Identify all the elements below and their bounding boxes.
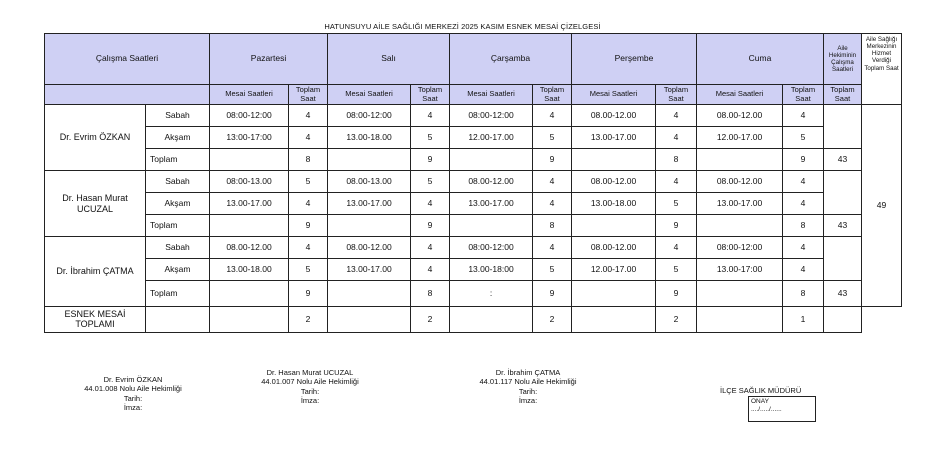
table-row <box>45 193 902 215</box>
time-range-cell: 08:00-12:00 <box>328 105 411 127</box>
time-range-cell: 08:00-12:00 <box>450 237 533 259</box>
document-title: HATUNSUYU AİLE SAĞLIĞI MERKEZİ 2025 KASIM ESNEK MESAİ ÇİZELGESİ <box>324 22 601 31</box>
signature-name: Dr. Hasan Murat UCUZAL <box>266 368 354 377</box>
time-range-cell <box>450 215 533 237</box>
table-row <box>45 105 902 127</box>
header-day-tuesday: Salı <box>328 34 450 85</box>
time-range-cell <box>328 281 411 307</box>
row-label-cell: Toplam <box>146 149 210 171</box>
hours-cell: 5 <box>533 127 572 149</box>
hours-cell: 4 <box>533 237 572 259</box>
signature-unit: 44.01.117 Nolu Aile Hekimliği <box>479 377 577 387</box>
subheader-toplam-saat: Toplam Saat <box>411 85 450 105</box>
weekly-total-cell: 43 <box>824 281 862 307</box>
time-range-cell: : <box>450 281 533 307</box>
approval-onay-label: ONAY <box>751 398 769 405</box>
subheader-mesai-saatleri: Mesai Saatleri <box>210 85 289 105</box>
time-range-cell: 08.00-12.00 <box>697 171 783 193</box>
hours-cell: 4 <box>289 193 328 215</box>
time-range-cell: 08:00-12:00 <box>450 105 533 127</box>
hours-cell: 4 <box>533 193 572 215</box>
hours-cell: 5 <box>656 193 697 215</box>
esnek-value-cell: 2 <box>289 307 328 333</box>
signature-date-label: Tarih: <box>300 386 320 396</box>
row-label-cell: Akşam <box>146 193 210 215</box>
time-range-cell <box>572 215 656 237</box>
signature-block-catma <box>453 368 603 406</box>
time-range-cell: 12.00-17.00 <box>450 127 533 149</box>
time-range-cell: 13.00-18:00 <box>450 259 533 281</box>
hours-cell: 5 <box>533 259 572 281</box>
row-label-cell: Sabah <box>146 237 210 259</box>
hours-cell: 4 <box>656 127 697 149</box>
signature-name: Dr. İbrahim ÇATMA <box>495 368 561 377</box>
esnek-value-cell: 2 <box>411 307 450 333</box>
hours-cell: 8 <box>783 281 824 307</box>
signature-name: Dr. Evrim ÖZKAN <box>103 375 163 384</box>
hours-cell: 8 <box>411 281 450 307</box>
table-row <box>45 215 902 237</box>
time-range-cell: 08.00-12.00 <box>572 171 656 193</box>
weekly-total-cell: 43 <box>824 215 862 237</box>
time-range-cell: 08.00-12.00 <box>572 237 656 259</box>
time-range-cell <box>697 281 783 307</box>
time-range-cell <box>210 149 289 171</box>
time-range-cell: 08:00-12:00 <box>210 105 289 127</box>
row-label-cell: Toplam <box>146 281 210 307</box>
hours-cell: 9 <box>533 281 572 307</box>
subheader-mesai-saatleri: Mesai Saatleri <box>450 85 533 105</box>
time-range-cell: 08.00-12.00 <box>572 105 656 127</box>
esnek-blank-cell <box>146 307 210 333</box>
time-range-cell <box>697 215 783 237</box>
hours-cell: 9 <box>289 281 328 307</box>
hours-cell: 4 <box>411 259 450 281</box>
subheader-mesai-saatleri: Mesai Saatleri <box>328 85 411 105</box>
time-range-cell: 08.00-12.00 <box>450 171 533 193</box>
signature-block-ozkan <box>58 375 208 413</box>
row-label-cell: Akşam <box>146 127 210 149</box>
hours-cell: 4 <box>533 105 572 127</box>
time-range-cell <box>328 215 411 237</box>
hours-cell: 8 <box>289 149 328 171</box>
subheader-toplam-saat: Toplam Saat <box>656 85 697 105</box>
row-label-cell: Toplam <box>146 215 210 237</box>
signature-sign-label: İmza: <box>300 396 320 406</box>
time-range-cell: 13.00-18.00 <box>328 127 411 149</box>
table-row <box>45 237 902 259</box>
time-range-cell: 13.00-17.00 <box>328 259 411 281</box>
time-range-cell: 13.00-18.00 <box>210 259 289 281</box>
table-row <box>45 171 902 193</box>
time-range-cell: 13:00-17:00 <box>210 127 289 149</box>
hours-cell: 4 <box>411 237 450 259</box>
signature-unit: 44.01.008 Nolu Aile Hekimliği <box>84 384 182 394</box>
approval-date-field: ..../...../...... <box>751 405 782 413</box>
row-label-cell: Sabah <box>146 171 210 193</box>
hours-cell: 4 <box>656 171 697 193</box>
asm-total-cell: 49 <box>862 105 902 307</box>
weekly-total-blank-cell <box>824 105 862 149</box>
hours-cell: 4 <box>656 105 697 127</box>
time-range-cell: 08:00-12:00 <box>697 237 783 259</box>
time-range-cell: 08.00-12.00 <box>328 237 411 259</box>
approval-title: İLÇE SAĞLIK MÜDÜRÜ <box>720 386 802 395</box>
hours-cell: 5 <box>289 259 328 281</box>
hours-cell: 4 <box>783 259 824 281</box>
time-range-cell: 13.00-18.00 <box>572 193 656 215</box>
approval-box <box>748 396 816 422</box>
hours-cell: 5 <box>783 127 824 149</box>
weekly-total-blank-cell <box>824 237 862 281</box>
hours-cell: 4 <box>783 171 824 193</box>
hours-cell: 8 <box>533 215 572 237</box>
time-range-cell: 13.00-17.00 <box>697 193 783 215</box>
header-day-friday: Cuma <box>697 34 824 85</box>
time-range-cell: 08.00-13.00 <box>328 171 411 193</box>
hours-cell: 5 <box>289 171 328 193</box>
hours-cell: 5 <box>656 259 697 281</box>
weekly-total-cell: 43 <box>824 149 862 171</box>
time-range-cell: 08:00-13.00 <box>210 171 289 193</box>
esnek-time-blank-cell <box>572 307 656 333</box>
time-range-cell: 13.00-17:00 <box>697 259 783 281</box>
hours-cell: 4 <box>783 237 824 259</box>
hours-cell: 4 <box>783 105 824 127</box>
signature-sign-label: İmza: <box>518 396 538 406</box>
header-asm-hizmet-text: Aile Sağlığı Merkezinin Hizmet Verdiği <box>865 36 898 65</box>
esnek-time-blank-cell <box>450 307 533 333</box>
hours-cell: 9 <box>411 215 450 237</box>
hours-cell: 5 <box>411 171 450 193</box>
hours-cell: 4 <box>289 237 328 259</box>
header-asm-toplam-text: Toplam Saat <box>864 64 899 72</box>
hours-cell: 9 <box>533 149 572 171</box>
time-range-cell: 08.00-12.00 <box>210 237 289 259</box>
time-range-cell <box>328 149 411 171</box>
hours-cell: 9 <box>289 215 328 237</box>
header-calisma-saatleri: Çalışma Saatleri <box>45 34 210 85</box>
header-asm-hizmet <box>862 34 902 105</box>
hours-cell: 4 <box>411 193 450 215</box>
time-range-cell <box>210 215 289 237</box>
header-day-wednesday: Çarşamba <box>450 34 572 85</box>
row-label-cell: Akşam <box>146 259 210 281</box>
time-range-cell <box>697 149 783 171</box>
hours-cell: 9 <box>656 281 697 307</box>
esnek-total-blank-cell <box>824 307 862 333</box>
doctor-name-cell: Dr. Hasan Murat UCUZAL <box>45 171 146 237</box>
subheader-mesai-saatleri: Mesai Saatleri <box>697 85 783 105</box>
time-range-cell <box>450 149 533 171</box>
doctor-name-cell: Dr. Evrim ÖZKAN <box>45 105 146 171</box>
row-label-cell: Sabah <box>146 105 210 127</box>
esnek-value-cell: 2 <box>656 307 697 333</box>
time-range-cell: 13.00-17.00 <box>450 193 533 215</box>
table-row <box>45 259 902 281</box>
subheader-aile-toplam-saat: Toplam Saat <box>824 85 862 105</box>
hours-cell: 4 <box>783 193 824 215</box>
header-day-monday: Pazartesi <box>210 34 328 85</box>
hours-cell: 4 <box>289 127 328 149</box>
esnek-mesai-row <box>45 307 902 333</box>
time-range-cell <box>572 281 656 307</box>
hours-cell: 8 <box>783 215 824 237</box>
time-range-cell <box>572 149 656 171</box>
hours-cell: 9 <box>411 149 450 171</box>
signature-date-label: Tarih: <box>123 393 143 403</box>
hours-cell: 4 <box>289 105 328 127</box>
weekly-total-blank-cell <box>824 171 862 215</box>
signature-date-label: Tarih: <box>518 386 538 396</box>
hours-cell: 5 <box>411 127 450 149</box>
time-range-cell: 12.00-17.00 <box>697 127 783 149</box>
esnek-time-blank-cell <box>210 307 289 333</box>
header-day-thursday: Perşembe <box>572 34 697 85</box>
time-range-cell <box>210 281 289 307</box>
subheader-blank <box>45 85 210 105</box>
esnek-value-cell: 2 <box>533 307 572 333</box>
hours-cell: 4 <box>411 105 450 127</box>
time-range-cell: 13.00-17.00 <box>572 127 656 149</box>
table-row <box>45 127 902 149</box>
time-range-cell: 13.00-17.00 <box>328 193 411 215</box>
time-range-cell: 08.00-12.00 <box>697 105 783 127</box>
signature-block-ucuzal <box>235 368 385 406</box>
schedule-table <box>44 33 902 333</box>
time-range-cell: 12.00-17.00 <box>572 259 656 281</box>
esnek-value-cell: 1 <box>783 307 824 333</box>
subheader-toplam-saat: Toplam Saat <box>783 85 824 105</box>
table-row <box>45 281 902 307</box>
subheader-toplam-saat: Toplam Saat <box>289 85 328 105</box>
header-aile-hekimi-saatleri: Aile Hekiminin Çalışma Saatleri <box>824 34 862 85</box>
esnek-time-blank-cell <box>328 307 411 333</box>
table-row <box>45 149 902 171</box>
hours-cell: 8 <box>656 149 697 171</box>
hours-cell: 9 <box>783 149 824 171</box>
esnek-mesai-label: ESNEK MESAİ TOPLAMI <box>45 307 146 333</box>
hours-cell: 9 <box>656 215 697 237</box>
subheader-toplam-saat: Toplam Saat <box>533 85 572 105</box>
hours-cell: 4 <box>656 237 697 259</box>
subheader-mesai-saatleri: Mesai Saatleri <box>572 85 656 105</box>
signature-unit: 44.01.007 Nolu Aile Hekimliği <box>261 377 359 387</box>
time-range-cell: 13.00-17.00 <box>210 193 289 215</box>
esnek-time-blank-cell <box>697 307 783 333</box>
doctor-name-cell: Dr. İbrahim ÇATMA <box>45 237 146 307</box>
hours-cell: 4 <box>533 171 572 193</box>
signature-sign-label: İmza: <box>123 403 143 413</box>
